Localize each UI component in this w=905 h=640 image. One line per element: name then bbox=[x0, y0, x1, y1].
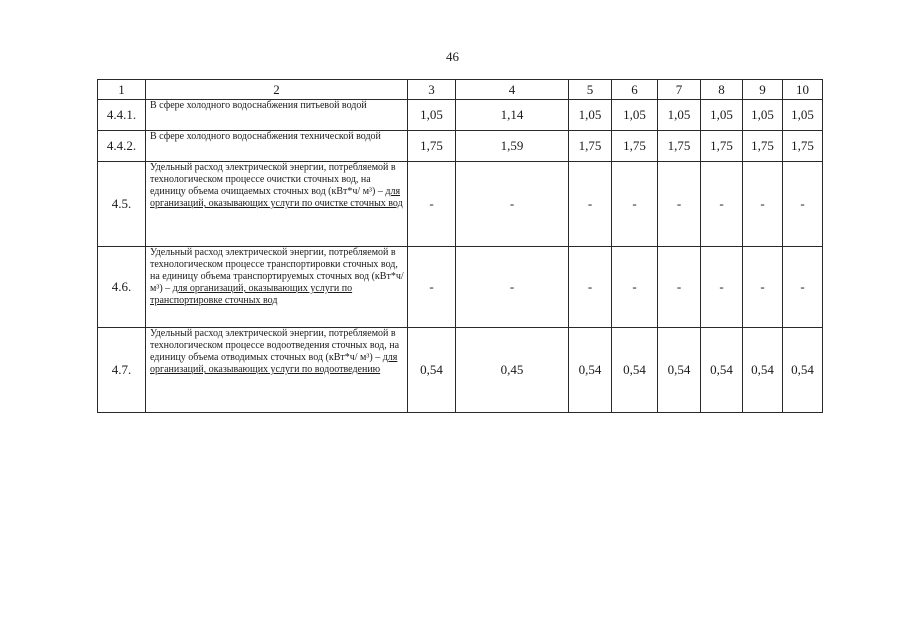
value-cell: 1,75 bbox=[612, 131, 658, 162]
value-cell: 1,05 bbox=[743, 100, 783, 131]
value-cell: - bbox=[783, 247, 823, 328]
column-header: 5 bbox=[569, 80, 612, 100]
description-text: Удельный расход электрической энергии, потребляемой в технологическом процессе водоотведения сточных вод, на единицу объема отводимых сточных вод (кВт*ч/ м³) – bbox=[150, 328, 400, 363]
row-code: 4.7. bbox=[98, 328, 146, 413]
column-header: 8 bbox=[701, 80, 743, 100]
description-underlined-text: для организаций, оказывающих услуги по очистке сточных вод bbox=[150, 186, 403, 209]
data-table bbox=[97, 79, 823, 413]
value-cell: 1,75 bbox=[408, 131, 456, 162]
value-cell: 0,54 bbox=[658, 328, 701, 413]
row-description bbox=[146, 247, 408, 328]
value-cell: 0,45 bbox=[456, 328, 569, 413]
row-code: 4.4.2. bbox=[98, 131, 146, 162]
table-row bbox=[98, 247, 823, 328]
column-header: 7 bbox=[658, 80, 701, 100]
table-header-row bbox=[98, 80, 823, 100]
column-header: 6 bbox=[612, 80, 658, 100]
value-cell: - bbox=[701, 162, 743, 247]
value-cell: - bbox=[612, 247, 658, 328]
value-cell: 1,14 bbox=[456, 100, 569, 131]
column-header: 3 bbox=[408, 80, 456, 100]
value-cell: 1,05 bbox=[701, 100, 743, 131]
value-cell: 1,75 bbox=[783, 131, 823, 162]
value-cell: 0,54 bbox=[612, 328, 658, 413]
value-cell: 1,05 bbox=[612, 100, 658, 131]
value-cell: - bbox=[743, 247, 783, 328]
column-header: 9 bbox=[743, 80, 783, 100]
description-text: Удельный расход электрической энергии, потребляемой в технологическом процессе транспортировки сточных вод, на единицу объема транспортируемых сточных вод (кВт*ч/ м³) – bbox=[150, 247, 404, 294]
value-cell: - bbox=[658, 247, 701, 328]
value-cell: - bbox=[658, 162, 701, 247]
value-cell: 0,54 bbox=[743, 328, 783, 413]
value-cell: 0,54 bbox=[569, 328, 612, 413]
value-cell: - bbox=[408, 247, 456, 328]
table-row bbox=[98, 100, 823, 131]
row-code: 4.4.1. bbox=[98, 100, 146, 131]
value-cell: 1,75 bbox=[569, 131, 612, 162]
value-cell: - bbox=[569, 162, 612, 247]
row-description bbox=[146, 100, 408, 131]
value-cell: - bbox=[456, 162, 569, 247]
value-cell: 0,54 bbox=[783, 328, 823, 413]
value-cell: - bbox=[783, 162, 823, 247]
value-cell: 0,54 bbox=[701, 328, 743, 413]
column-header: 1 bbox=[98, 80, 146, 100]
value-cell: - bbox=[408, 162, 456, 247]
value-cell: - bbox=[743, 162, 783, 247]
value-cell: 1,05 bbox=[569, 100, 612, 131]
table-row bbox=[98, 131, 823, 162]
description-text: Удельный расход электрической энергии, потребляемой в технологическом процессе очистки сточных вод, на единицу объема очищаемых сточных вод (кВт*ч/ м³) – bbox=[150, 162, 396, 197]
value-cell: 1,75 bbox=[743, 131, 783, 162]
column-header: 10 bbox=[783, 80, 823, 100]
table-row bbox=[98, 328, 823, 413]
row-code: 4.5. bbox=[98, 162, 146, 247]
description-text: В сфере холодного водоснабжения технической водой bbox=[150, 131, 381, 142]
value-cell: 1,59 bbox=[456, 131, 569, 162]
row-description bbox=[146, 131, 408, 162]
description-underlined-text: для организаций, оказывающих услуги по водоотведению bbox=[150, 352, 398, 375]
value-cell: - bbox=[456, 247, 569, 328]
table-row bbox=[98, 162, 823, 247]
description-underlined-text: для организаций, оказывающих услуги по транспортировке сточных вод bbox=[150, 283, 353, 306]
value-cell: 1,05 bbox=[783, 100, 823, 131]
description-text: В сфере холодного водоснабжения питьевой водой bbox=[150, 100, 367, 111]
value-cell: 1,75 bbox=[701, 131, 743, 162]
value-cell: 1,05 bbox=[408, 100, 456, 131]
value-cell: 1,75 bbox=[658, 131, 701, 162]
value-cell: 0,54 bbox=[408, 328, 456, 413]
page-number: 46 bbox=[446, 49, 459, 64]
value-cell: - bbox=[569, 247, 612, 328]
row-description bbox=[146, 328, 408, 413]
row-description bbox=[146, 162, 408, 247]
column-header: 2 bbox=[146, 80, 408, 100]
column-header: 4 bbox=[456, 80, 569, 100]
row-code: 4.6. bbox=[98, 247, 146, 328]
value-cell: - bbox=[612, 162, 658, 247]
value-cell: - bbox=[701, 247, 743, 328]
value-cell: 1,05 bbox=[658, 100, 701, 131]
